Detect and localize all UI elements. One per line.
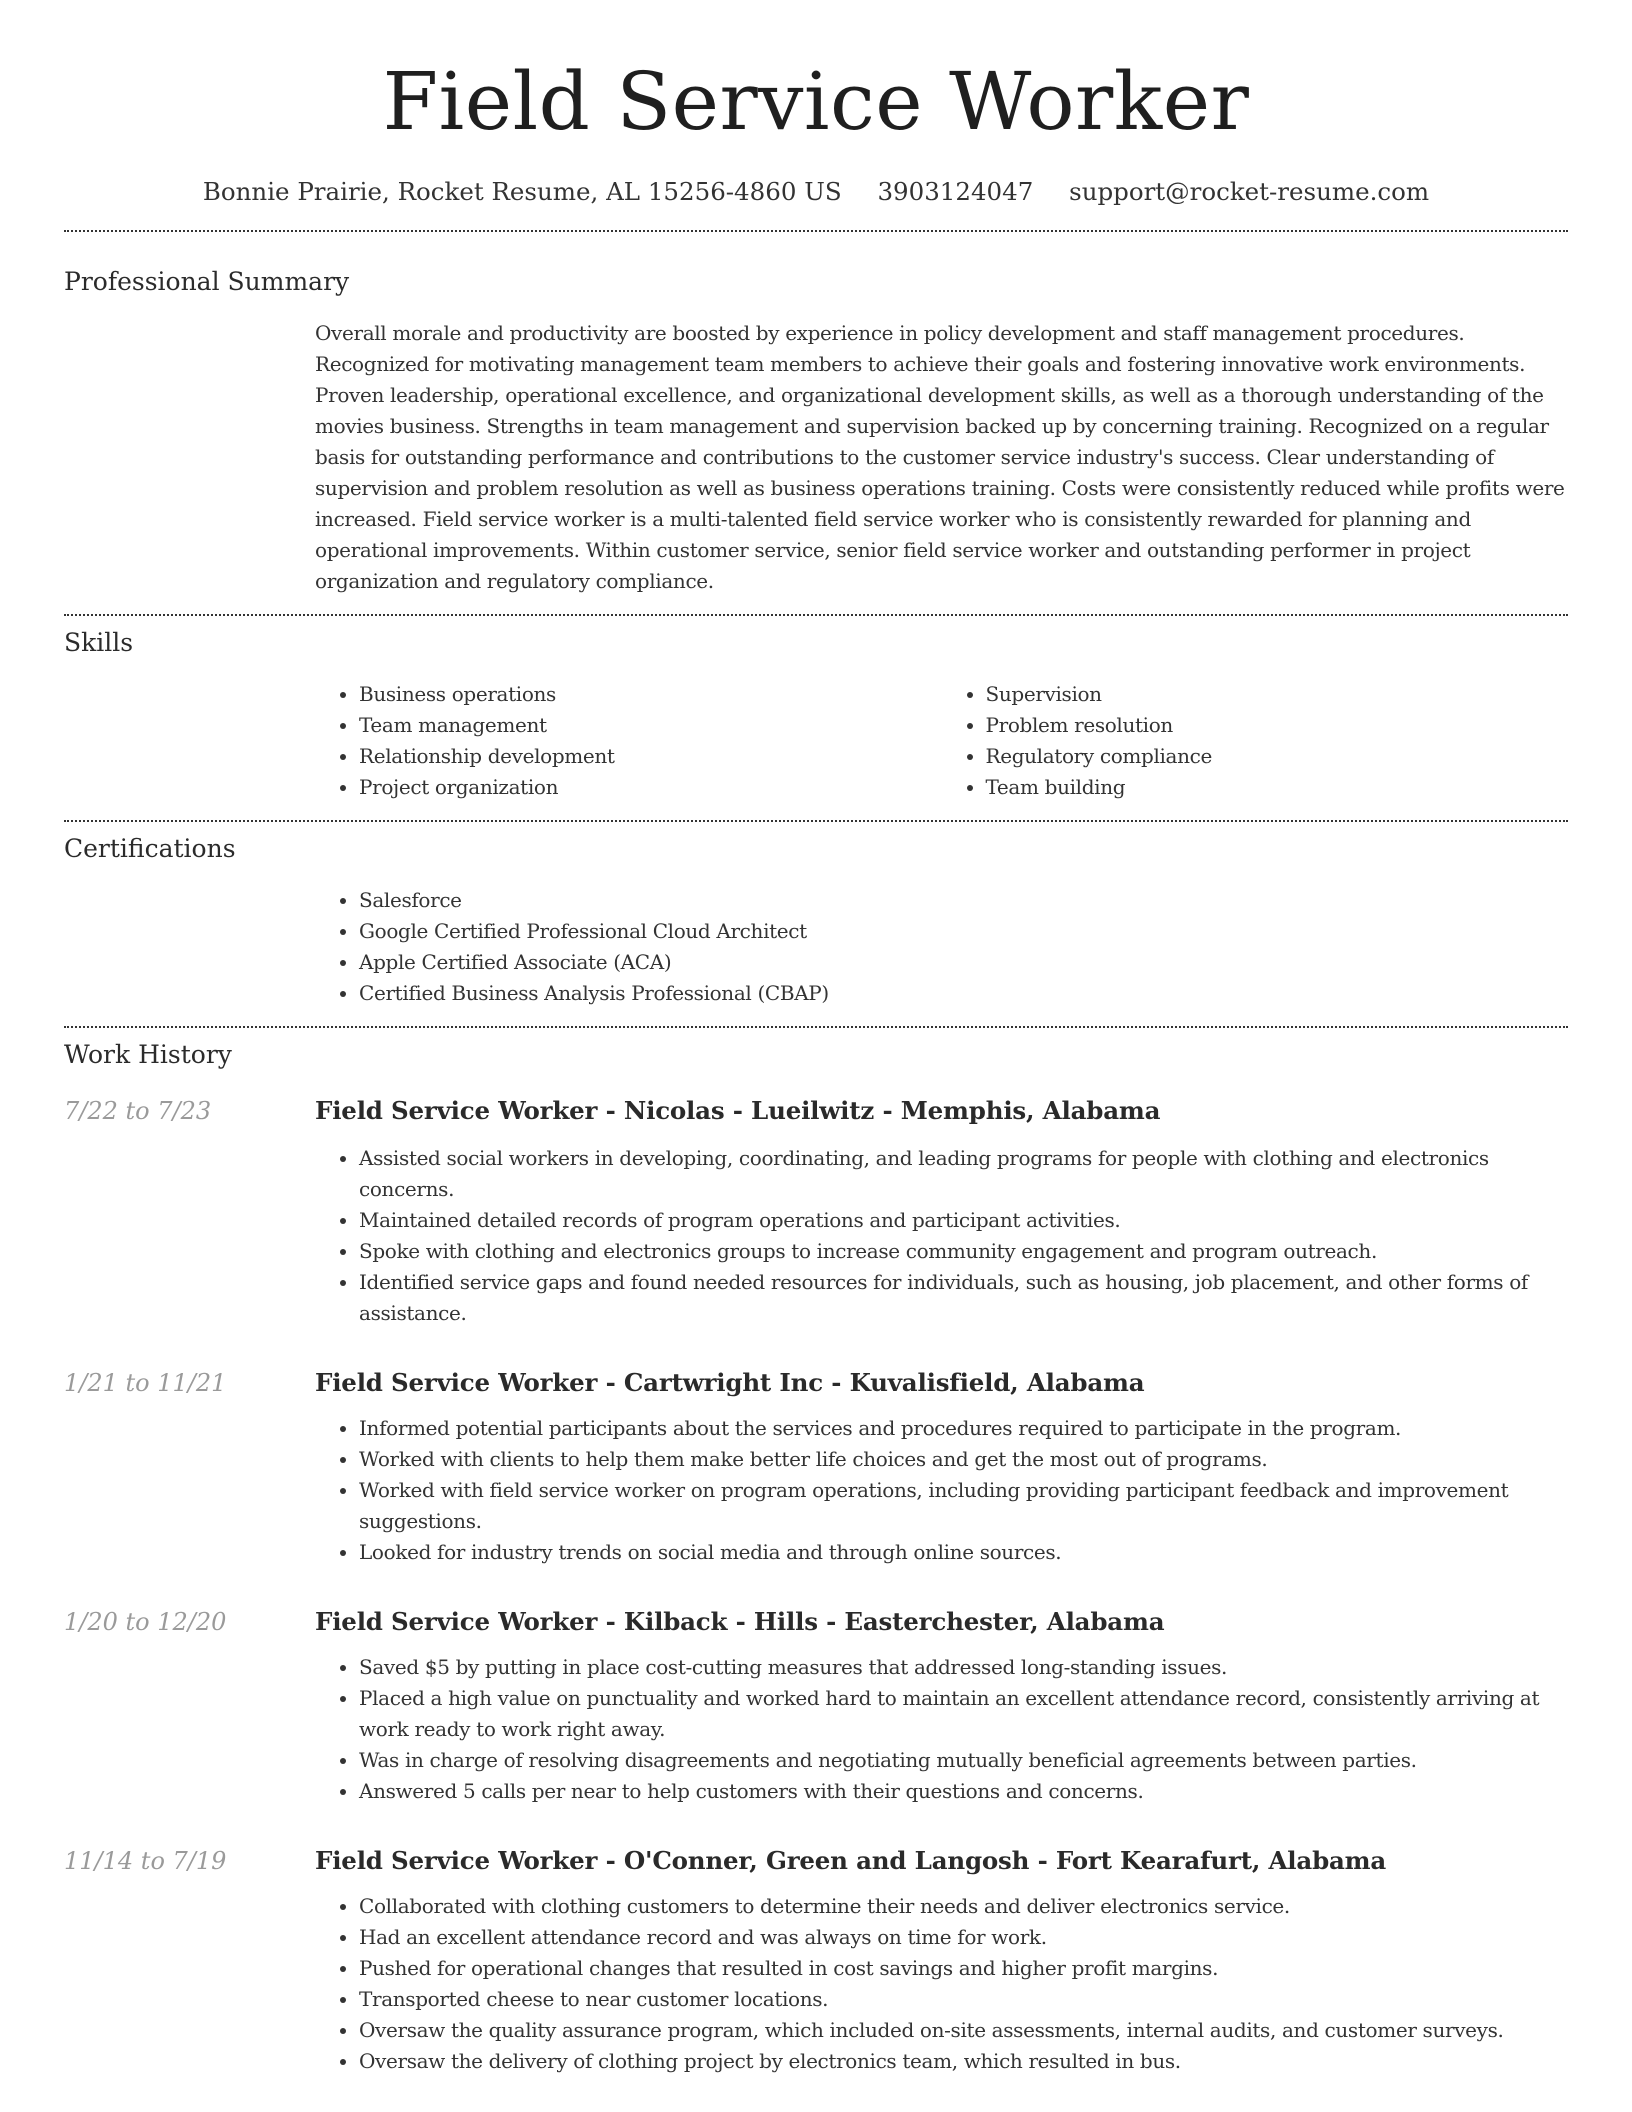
list-item: • Spoke with clothing and electronics groups to increase community engagement and program outreach. <box>359 1236 1568 1267</box>
list-item: • Had an excellent attendance record and was always on time for work. <box>359 1922 1568 1953</box>
job-entry <box>64 1606 1568 1807</box>
list-item: • Google Certified Professional Cloud Architect <box>359 916 1568 947</box>
skills-list-right <box>942 679 1569 803</box>
summary-section <box>64 232 1568 597</box>
job-dates: 1/20 to 12/20 <box>64 1608 227 1636</box>
job-entry <box>64 1845 1568 2077</box>
job-entry <box>64 1095 1568 1329</box>
list-item: • Certified Business Analysis Professional (CBAP) <box>359 978 1568 1009</box>
list-item: • Transported cheese to near customer locations. <box>359 1984 1568 2015</box>
list-item: • Project organization <box>359 772 942 803</box>
job-entry <box>64 1367 1568 1568</box>
contact-address: Bonnie Prairie, Rocket Resume, AL 15256-4860 US <box>202 177 842 206</box>
list-item: • Worked with clients to help them make better life choices and get the most out of programs. <box>359 1444 1568 1475</box>
job-bullets <box>315 1652 1568 1807</box>
list-item: • Problem resolution <box>986 710 1569 741</box>
list-item: • Maintained detailed records of program operations and participant activities. <box>359 1205 1568 1236</box>
list-item: • Salesforce <box>359 885 1568 916</box>
list-item: • Collaborated with clothing customers to determine their needs and deliver electronics service. <box>359 1891 1568 1922</box>
list-item: • Supervision <box>986 679 1569 710</box>
list-item: • Oversaw the quality assurance program, which included on-site assessments, internal audits, and customer surveys. <box>359 2015 1568 2046</box>
job-title: Field Service Worker - Nicolas - Lueilwitz - Memphis, Alabama <box>315 1096 1161 1125</box>
contact-phone: 3903124047 <box>877 177 1034 206</box>
certifications-list <box>315 885 1568 1009</box>
skills-section <box>64 616 1568 803</box>
list-item: • Worked with field service worker on program operations, including providing participant feedback and improvement suggestions. <box>359 1475 1568 1537</box>
job-title: Field Service Worker - Cartwright Inc - Kuvalisfield, Alabama <box>315 1368 1145 1397</box>
page-title: Field Service Worker <box>382 55 1250 148</box>
job-dates: 1/21 to 11/21 <box>64 1369 227 1397</box>
list-item: • Looked for industry trends on social media and through online sources. <box>359 1537 1568 1568</box>
job-title: Field Service Worker - O'Conner, Green and Langosh - Fort Kearafurt, Alabama <box>315 1846 1387 1875</box>
work-history-section <box>64 1028 1568 2077</box>
work-history-heading: Work History <box>64 1040 232 1069</box>
summary-text: Overall morale and productivity are boosted by experience in policy development and staff management procedures. Recognized for motivating management team members to achieve their goals and fostering innovative work environments. Proven leadership, operational excellence, and organizational development skills, as well as a thorough understanding of the movies business. Strengths in team management and supervision backed up by concerning training. Recognized on a regular basis for outstanding performance and contributions to the customer service industry's success. Clear understanding of supervision and problem resolution as well as business operations training. Costs were consistently reduced while profits were increased. Field service worker is a multi-talented field service worker who is consistently rewarded for planning and operational improvements. Within customer service, senior field service worker and outstanding performer in project organization and regulatory compliance. <box>315 321 1565 593</box>
list-item: • Was in charge of resolving disagreements and negotiating mutually beneficial agreements between parties. <box>359 1745 1568 1776</box>
job-dates: 11/14 to 7/19 <box>64 1847 227 1875</box>
contact-email[interactable]: support@rocket-resume.com <box>1069 177 1430 206</box>
list-item: • Saved $5 by putting in place cost-cutting measures that addressed long-standing issues. <box>359 1652 1568 1683</box>
job-bullets <box>315 1143 1568 1329</box>
job-title: Field Service Worker - Kilback - Hills - Easterchester, Alabama <box>315 1607 1165 1636</box>
job-bullets <box>315 1891 1568 2077</box>
skills-list-left <box>315 679 942 803</box>
list-item: • Regulatory compliance <box>986 741 1569 772</box>
list-item: • Answered 5 calls per near to help customers with their questions and concerns. <box>359 1776 1568 1807</box>
list-item: • Business operations <box>359 679 942 710</box>
list-item: • Pushed for operational changes that resulted in cost savings and higher profit margins. <box>359 1953 1568 1984</box>
job-bullets <box>315 1413 1568 1568</box>
certifications-heading: Certifications <box>64 834 236 863</box>
summary-heading: Professional Summary <box>64 267 350 296</box>
list-item: • Identified service gaps and found needed resources for individuals, such as housing, job placement, and other forms of assistance. <box>359 1267 1568 1329</box>
list-item: • Relationship development <box>359 741 942 772</box>
list-item: • Informed potential participants about the services and procedures required to participate in the program. <box>359 1413 1568 1444</box>
contact-info <box>64 176 1568 208</box>
list-item: • Oversaw the delivery of clothing project by electronics team, which resulted in bus. <box>359 2046 1568 2077</box>
list-item: • Apple Certified Associate (ACA) <box>359 947 1568 978</box>
list-item: • Placed a high value on punctuality and worked hard to maintain an excellent attendance record, consistently arriving at work ready to work right away. <box>359 1683 1568 1745</box>
certifications-section <box>64 822 1568 1009</box>
list-item: • Team management <box>359 710 942 741</box>
job-dates: 7/22 to 7/23 <box>64 1097 212 1125</box>
list-item: • Assisted social workers in developing, coordinating, and leading programs for people with clothing and electronics concerns. <box>359 1143 1568 1205</box>
skills-heading: Skills <box>64 628 134 657</box>
list-item: • Team building <box>986 772 1569 803</box>
